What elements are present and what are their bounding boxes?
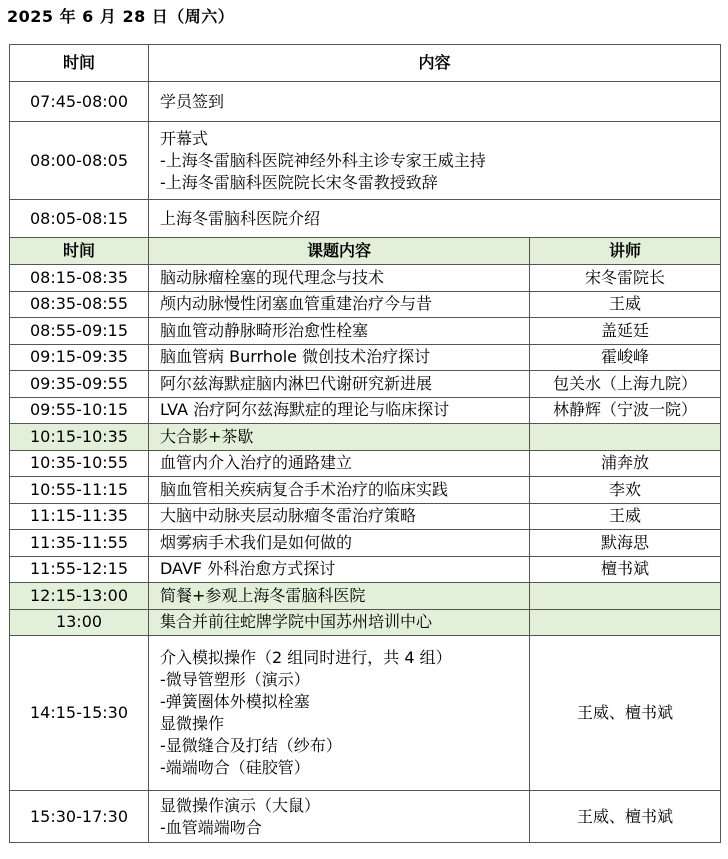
time-cell <box>10 371 149 398</box>
topic-cell <box>149 371 530 398</box>
time-text: 10:15-10:35 <box>30 426 128 446</box>
session-row <box>10 291 721 318</box>
content-line: 介入模拟操作（2 组同时进行，共 4 组） <box>160 648 452 667</box>
topic-cell <box>149 530 530 557</box>
topic-text: 脑动脉瘤栓塞的现代理念与技术 <box>160 267 385 287</box>
session-row <box>10 530 721 557</box>
topic-text: LVA 治疗阿尔兹海默症的理论与临床探讨 <box>160 400 450 420</box>
table-header-2 <box>10 238 721 265</box>
content-cell <box>149 200 721 238</box>
time-text: 10:55-11:15 <box>30 479 128 499</box>
schedule-table <box>9 44 721 843</box>
speaker-text: 浦奔放 <box>601 453 650 473</box>
topic-text: DAVF 外科治愈方式探讨 <box>160 559 336 579</box>
break-row <box>10 609 721 636</box>
header-content-label: 内容 <box>418 53 451 72</box>
date-heading: 2025 年 6 月 28 日（周六） <box>7 7 235 26</box>
topic-cell <box>149 583 530 610</box>
time-text: 10:35-10:55 <box>30 453 128 473</box>
topic-text: 血管内介入治疗的通路建立 <box>160 453 353 473</box>
topic-text: 大合影+茶歇 <box>160 426 254 446</box>
time-cell <box>10 556 149 583</box>
time-cell <box>10 450 149 477</box>
topic-text: 阿尔兹海默症脑内淋巴代谢研究新进展 <box>160 373 433 393</box>
speaker-cell <box>530 424 721 451</box>
topic-cell <box>149 291 530 318</box>
time-cell <box>10 291 149 318</box>
time-cell <box>10 791 149 843</box>
time-cell <box>10 477 149 504</box>
time-cell <box>10 200 149 238</box>
content-line: 开幕式 <box>160 128 209 148</box>
speaker-cell <box>530 450 721 477</box>
content-cell <box>149 82 721 122</box>
time-text: 08:55-09:15 <box>30 320 128 340</box>
time-text: 09:55-10:15 <box>30 400 128 420</box>
header-time-label: 时间 <box>62 53 95 72</box>
time-text: 09:35-09:55 <box>30 373 128 393</box>
time-cell <box>10 318 149 345</box>
topic-text: 脑血管动静脉畸形治愈性栓塞 <box>160 320 369 340</box>
break-row <box>10 583 721 610</box>
speaker-text: 盖延廷 <box>601 320 650 340</box>
time-cell <box>10 397 149 424</box>
time-cell <box>10 265 149 292</box>
speaker-cell <box>530 397 721 424</box>
speaker-cell <box>530 503 721 530</box>
workshop-row <box>10 791 721 843</box>
topic-cell <box>149 318 530 345</box>
speaker-cell <box>530 530 721 557</box>
topic-cell <box>149 424 530 451</box>
time-text: 08:00-08:05 <box>30 150 128 170</box>
content-line: 显微操作演示（大鼠） <box>160 795 321 815</box>
topic-cell <box>149 477 530 504</box>
header-topic <box>149 238 530 265</box>
speaker-text: 王威 <box>609 294 642 314</box>
speaker-cell <box>530 583 721 610</box>
content-cell <box>149 791 530 843</box>
break-row <box>10 424 721 451</box>
speaker-text: 檀书斌 <box>601 559 650 579</box>
time-cell <box>10 344 149 371</box>
time-cell <box>10 583 149 610</box>
speaker-text: 宋冬雷院长 <box>585 267 666 287</box>
content-line: -上海冬雷脑科医院院长宋冬雷教授致辞 <box>160 172 438 192</box>
header-topic-label: 课题内容 <box>306 241 371 260</box>
header-time-label: 时间 <box>62 241 95 260</box>
session-row <box>10 265 721 292</box>
time-text: 11:55-12:15 <box>30 559 128 579</box>
topic-cell <box>149 609 530 636</box>
intro-row <box>10 200 721 238</box>
speaker-text: 林静辉（宁波一院） <box>553 400 698 420</box>
time-text: 08:35-08:55 <box>30 294 128 314</box>
content-line: 显微操作 <box>160 714 225 733</box>
topic-text: 烟雾病手术我们是如何做的 <box>160 532 353 552</box>
header-time <box>10 45 149 82</box>
speaker-cell <box>530 477 721 504</box>
content-line: 上海冬雷脑科医院介绍 <box>160 208 321 228</box>
content-line: -显微缝合及打结（纱布） <box>160 736 342 755</box>
header-content <box>149 45 721 82</box>
content-cell <box>149 636 530 791</box>
time-cell <box>10 503 149 530</box>
content-line: -端端吻合（硅胶管） <box>160 758 310 777</box>
topic-text: 脑血管病 Burrhole 微创技术治疗探讨 <box>160 347 431 367</box>
time-cell <box>10 530 149 557</box>
topic-text: 大脑中动脉夹层动脉瘤冬雷治疗策略 <box>160 506 417 526</box>
speaker-text: 王威、檀书斌 <box>577 806 674 826</box>
topic-text: 简餐+参观上海冬雷脑科医院 <box>160 585 366 605</box>
speaker-text: 包关水（上海九院） <box>553 373 698 393</box>
topic-cell <box>149 344 530 371</box>
speaker-cell <box>530 265 721 292</box>
content-line: -上海冬雷脑科医院神经外科主诊专家王威主持 <box>160 150 486 170</box>
topic-text: 集合并前往蛇牌学院中国苏州培训中心 <box>160 612 433 632</box>
speaker-text: 默海思 <box>601 532 650 552</box>
speaker-cell <box>530 344 721 371</box>
content-line: -血管端端吻合 <box>160 817 262 837</box>
topic-cell <box>149 556 530 583</box>
time-text: 09:15-09:35 <box>30 347 128 367</box>
time-text: 08:05-08:15 <box>30 208 128 228</box>
header-speaker <box>530 238 721 265</box>
session-row <box>10 344 721 371</box>
session-row <box>10 503 721 530</box>
speaker-cell <box>530 636 721 791</box>
time-text: 12:15-13:00 <box>30 585 128 605</box>
workshop-row <box>10 636 721 791</box>
speaker-text: 王威、檀书斌 <box>577 703 674 722</box>
speaker-cell <box>530 791 721 843</box>
time-text: 07:45-08:00 <box>30 91 128 111</box>
time-text: 15:30-17:30 <box>30 806 128 826</box>
content-line: -微导管塑形（演示） <box>160 670 310 689</box>
speaker-text: 李欢 <box>609 479 642 499</box>
time-text: 08:15-08:35 <box>30 267 128 287</box>
time-text: 11:15-11:35 <box>30 506 128 526</box>
time-text: 11:35-11:55 <box>30 532 128 552</box>
topic-cell <box>149 450 530 477</box>
intro-row <box>10 82 721 122</box>
topic-cell <box>149 265 530 292</box>
speaker-text: 王威 <box>609 506 642 526</box>
session-row <box>10 397 721 424</box>
session-row <box>10 450 721 477</box>
speaker-cell <box>530 556 721 583</box>
time-cell <box>10 609 149 636</box>
time-cell <box>10 82 149 122</box>
time-text: 13:00 <box>55 612 103 632</box>
time-cell <box>10 424 149 451</box>
header-time <box>10 238 149 265</box>
speaker-cell <box>530 291 721 318</box>
time-text: 14:15-15:30 <box>30 703 128 722</box>
intro-row <box>10 122 721 200</box>
topic-text: 颅内动脉慢性闭塞血管重建治疗今与昔 <box>160 294 433 314</box>
topic-text: 脑血管相关疾病复合手术治疗的临床实践 <box>160 479 449 499</box>
table-header-1 <box>10 45 721 82</box>
speaker-cell <box>530 371 721 398</box>
session-row <box>10 477 721 504</box>
session-row <box>10 318 721 345</box>
speaker-cell <box>530 609 721 636</box>
time-cell <box>10 122 149 200</box>
speaker-cell <box>530 318 721 345</box>
content-cell <box>149 122 721 200</box>
content-line: 学员签到 <box>160 91 225 111</box>
topic-cell <box>149 397 530 424</box>
content-line: -弹簧圈体外模拟栓塞 <box>160 692 310 711</box>
topic-cell <box>149 503 530 530</box>
time-cell <box>10 636 149 791</box>
speaker-text: 霍峻峰 <box>601 347 650 367</box>
session-row <box>10 556 721 583</box>
session-row <box>10 371 721 398</box>
header-speaker-label: 讲师 <box>609 241 642 260</box>
